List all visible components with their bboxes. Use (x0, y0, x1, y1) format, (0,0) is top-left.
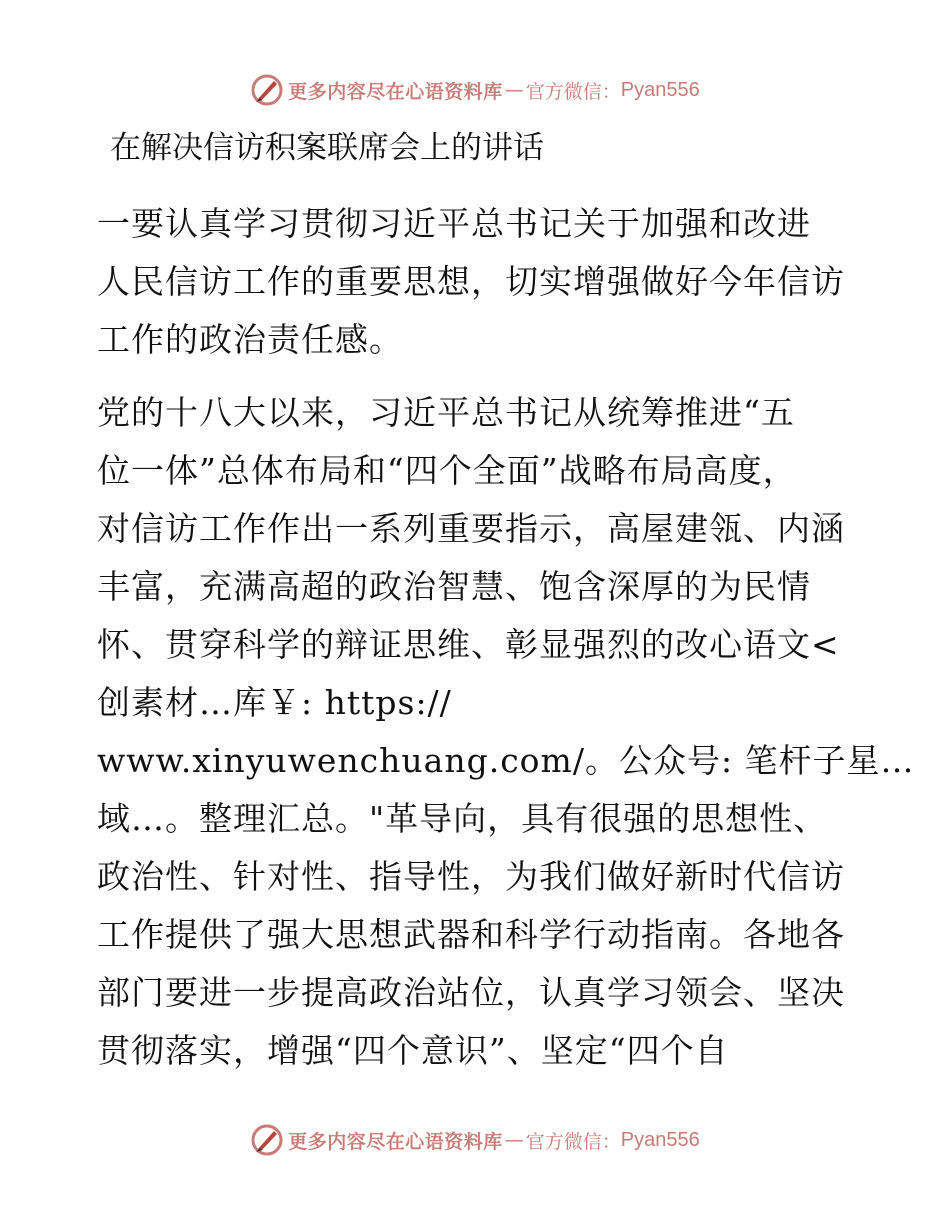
text-line: 域…。整理汇总。"革导向，具有很强的思想性、 (97, 799, 828, 838)
banner-separator: — (504, 79, 524, 101)
document-body (97, 195, 915, 1095)
paragraph-1 (97, 195, 857, 369)
text-line: 部门要进一步提高政治站位，认真学习领会、坚决 (97, 973, 845, 1012)
document-title: 在解决信访积案联席会上的讲话 (110, 130, 544, 166)
text-line: www.xinyuwenchuang.com/。公众号: 笔杆子星… (97, 741, 915, 780)
text-line: 工作提供了强大思想武器和科学行动指南。各地各 (97, 915, 845, 954)
text-line: 党的十八大以来，习近平总书记从统筹推进“五 (97, 393, 795, 432)
banner-wechat-id: Pyan556 (620, 78, 700, 101)
text-line: 一要认真学习贯彻习近平总书记关于加强和改进 (97, 204, 811, 243)
footer-banner (0, 1120, 950, 1160)
text-line: 贯彻落实，增强“四个意识”、坚定“四个自 (97, 1031, 729, 1070)
text-line: 创素材…库￥: https:// (97, 683, 452, 722)
text-line: 怀、贯穿科学的辩证思维、彰显强烈的改心语文< (97, 625, 840, 664)
banner-tagline: 更多内容尽在心语资料库 (288, 80, 503, 103)
header-banner (0, 70, 950, 110)
text-line: 政治性、针对性、指导性，为我们做好新时代信访 (97, 857, 845, 896)
text-line: 位一体”总体布局和“四个全面”战略布局高度， (97, 451, 797, 490)
text-line: 丰富，充满高超的政治智慧、饱含深厚的为民情 (97, 567, 811, 606)
banner-official-label: 官方微信： (525, 80, 621, 103)
text-line: 工作的政治责任感。 (97, 320, 403, 359)
text-line: 对信访工作作出一系列重要指示，高屋建瓴、内涵 (97, 509, 845, 548)
quill-pen-logo-icon (250, 1123, 284, 1157)
text-line: 人民信访工作的重要思想，切实增强做好今年信访 (97, 262, 845, 301)
banner-wechat-id: Pyan556 (620, 1128, 700, 1151)
banner-official-label: 官方微信： (525, 1130, 621, 1153)
banner-separator: — (504, 1129, 524, 1151)
banner-tagline: 更多内容尽在心语资料库 (288, 1130, 503, 1153)
quill-pen-logo-icon (250, 73, 284, 107)
paragraph-2 (97, 384, 915, 1080)
